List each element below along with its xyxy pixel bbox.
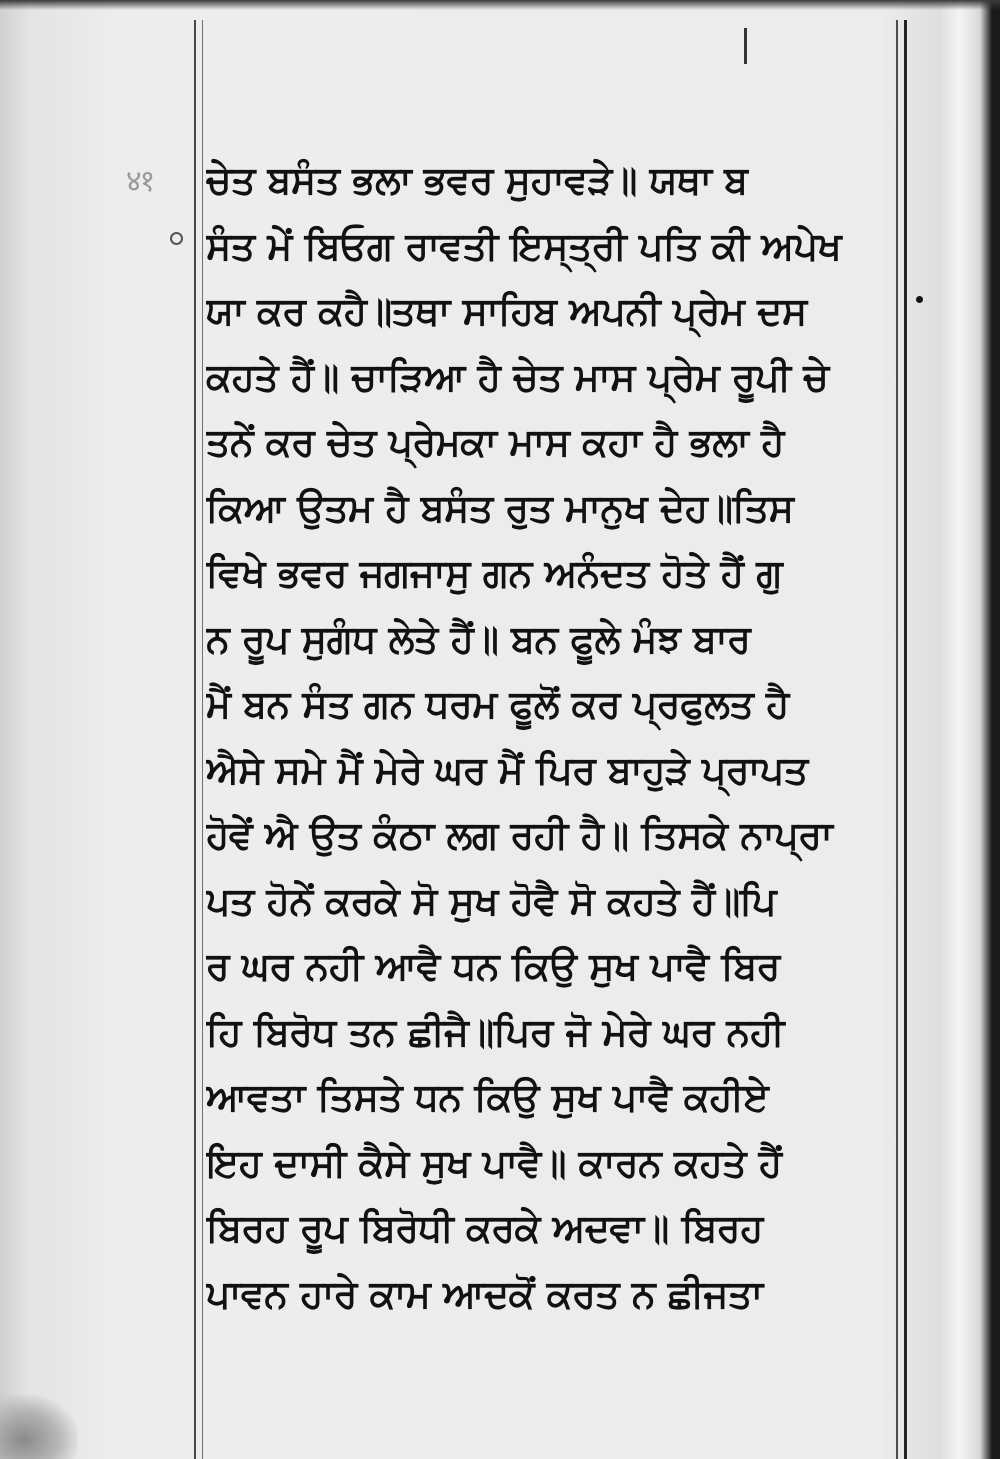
- text-line: ਤਨੇਂ ਕਰ ਚੇਤ ਪ੍ਰੇਮਕਾ ਮਾਸ ਕਹਾ ਹੈ ਭਲਾ ਹੈ: [206, 420, 784, 464]
- page-top-edge: [0, 0, 1000, 10]
- text-line: ਸੰਤ ਮੇਂ ਬਿਓਗ ਰਾਵਤੀ ਇਸ੍ਤ੍ਰੀ ਪਤਿ ਕੀ ਅਪੇਖ: [206, 223, 842, 268]
- margin-circle-mark: [170, 232, 183, 245]
- ink-mark: [744, 28, 747, 64]
- text-line: ਕਹਤੇ ਹੈਂ॥ ਚਾੜਿਆ ਹੈ ਚੇਤ ਮਾਸ ਪ੍ਰੇਮ ਰੂਪੀ ਚੇ: [206, 354, 829, 399]
- text-line: ਵਿਖੇ ਭਵਰ ਜਗਜਾਸੁ ਗਨ ਅਨੰਦਤ ਹੋਤੇ ਹੈਂ ਗੁ: [206, 551, 783, 595]
- text-line: ਹੋਵੇਂ ਐ ਉਤ ਕੰਠਾ ਲਗ ਰਹੀ ਹੈ॥ ਤਿਸਕੇ ਨਾਪ੍ਰਾ: [206, 813, 833, 857]
- text-line: ਕਿਆ ਉਤਮ ਹੈ ਬਸੰਤ ਰੁਤ ਮਾਨੁਖ ਦੇਹ॥ਤਿਸ: [206, 485, 794, 530]
- left-margin-rule-inner: [202, 20, 203, 1459]
- text-line: ਮੈਂ ਬਨ ਸੰਤ ਗਨ ਧਰਮ ਫੂਲੋਂ ਕਰ ਪ੍ਰਫੁਲਤ ਹੈ: [206, 682, 789, 726]
- text-line: ਯਾ ਕਰ ਕਹੈ॥ਤਥਾ ਸਾਹਿਬ ਅਪਨੀ ਪ੍ਰੇਮ ਦਸ: [206, 289, 807, 333]
- margin-dot-mark: [916, 296, 923, 303]
- manuscript-text: [206, 148, 896, 1327]
- text-line: ਪਾਵਨ ਹਾਰੇ ਕਾਮ ਆਦਕੋਂ ਕਰਤ ਨ ਛੀਜਤਾ: [206, 1271, 763, 1316]
- right-margin-rule-inner: [896, 20, 898, 1459]
- folio-number: ४१: [126, 164, 154, 199]
- text-line: ਰ ਘਰ ਨਹੀ ਆਵੈ ਧਨ ਕਿਉ ਸੁਖ ਪਾਵੈ ਬਿਰ: [206, 944, 780, 988]
- text-line: ਨ ਰੂਪ ਸੁਗੰਧ ਲੇਤੇ ਹੈਂ॥ ਬਨ ਫੂਲੇ ਮੰਝ ਬਾਰ: [206, 616, 751, 661]
- left-margin-rule-outer: [194, 20, 196, 1459]
- text-line: ਹਿ ਬਿਰੋਧ ਤਨ ਛੀਜੈ॥ਪਿਰ ਜੋ ਮੇਰੇ ਘਰ ਨਹੀ: [206, 1009, 785, 1054]
- text-line: ਚੇਤ ਬਸੰਤ ਭਲਾ ਭਵਰ ਸੁਹਾਵੜੇ॥ ਯਥਾ ਬ: [206, 158, 748, 202]
- thumb-shadow: [0, 1395, 78, 1459]
- text-line: ਪਤ ਹੋਨੇਂ ਕਰਕੇ ਸੋ ਸੁਖ ਹੋਵੈ ਸੋ ਕਹਤੇ ਹੈਂ॥ਪਿ: [206, 878, 777, 923]
- right-margin-rule-outer: [904, 20, 907, 1459]
- text-line: ਇਹ ਦਾਸੀ ਕੈਸੇ ਸੁਖ ਪਾਵੈ॥ ਕਾਰਨ ਕਹਤੇ ਹੈਂ: [206, 1140, 782, 1185]
- text-line: ਆਵਤਾ ਤਿਸਤੇ ਧਨ ਕਿਉ ਸੁਖ ਪਾਵੈ ਕਹੀਏ: [206, 1075, 769, 1119]
- text-line: ਬਿਰਹ ਰੂਪ ਬਿਰੋਧੀ ਕਰਕੇ ਅਦਵਾ॥ ਬਿਰਹ: [206, 1206, 763, 1250]
- text-line: ਐਸੇ ਸਮੇ ਮੈਂ ਮੇਰੇ ਘਰ ਮੈਂ ਪਿਰ ਬਾਹੁੜੇ ਪ੍ਰਾਪਤ: [206, 747, 808, 792]
